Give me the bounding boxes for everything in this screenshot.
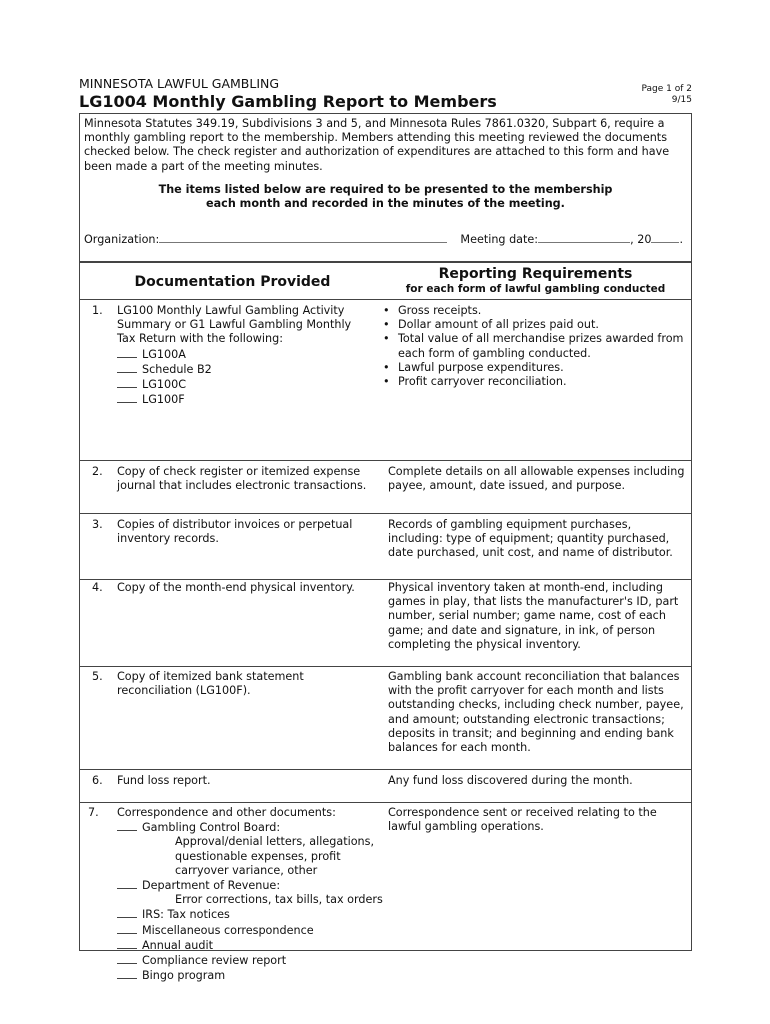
checklist-item[interactable] [88, 953, 388, 968]
doc-line: Correspondence and other documents: [117, 806, 336, 819]
requirements-subtitle: for each form of lawful gambling conducted [405, 283, 666, 295]
divider [80, 460, 691, 461]
bullet-text: Lawful purpose expenditures. [398, 360, 564, 374]
divider [80, 299, 691, 300]
row-documentation [92, 304, 382, 407]
checklist-label: Gambling Control Board: [142, 821, 281, 835]
required-notice [80, 183, 691, 211]
divider [80, 769, 691, 770]
check-blank[interactable] [117, 953, 137, 964]
divider [80, 579, 691, 580]
column-header-requirements [380, 265, 691, 296]
row-number: 6. [92, 774, 103, 787]
row-requirements: Records of gambling equipment purchases, including: type of equipment; quantity purchased, date purchased, unit cost, and name of distributor. [388, 518, 673, 560]
check-blank[interactable] [117, 377, 137, 388]
doc-line: Tax Return with the following: [117, 332, 283, 346]
year-suffix: . [679, 233, 684, 246]
checklist-label: Schedule B2 [142, 362, 212, 376]
page-number: Page 1 of 2 [641, 84, 692, 94]
row-documentation [92, 465, 382, 493]
bullet-text: Total value of all merchandise prizes awarded from each form of gambling conducted. [398, 332, 684, 360]
checklist-item[interactable] [88, 907, 388, 922]
check-blank[interactable] [117, 968, 137, 979]
row-documentation [92, 518, 382, 546]
check-blank[interactable] [117, 938, 137, 949]
bullet-icon: • [383, 304, 390, 317]
check-blank[interactable] [117, 907, 137, 918]
agency-name: MINNESOTA LAWFUL GAMBLING [79, 76, 280, 91]
checklist-item[interactable] [92, 392, 382, 407]
row-requirements: Physical inventory taken at month-end, including games in play, that lists the manufacturer's ID, part number, serial number; game name, cost of each game; and date and signature, in ink, of person completing the physical inventory. [388, 581, 679, 651]
bullet-item [380, 304, 688, 318]
bullet-text: Profit carryover reconciliation. [398, 375, 567, 389]
check-blank[interactable] [117, 923, 137, 934]
checklist-item[interactable] [88, 968, 388, 983]
doc-line: Copy of itemized bank statement [117, 670, 304, 683]
bullet-icon: • [383, 332, 390, 346]
row-requirements: Complete details on all allowable expenses including payee, amount, date issued, and purpose. [388, 465, 685, 493]
bullet-icon: • [383, 318, 390, 332]
row-number: 1. [92, 304, 103, 317]
checklist-item[interactable] [88, 878, 388, 893]
doc-line: Copy of the month-end physical inventory. [117, 581, 355, 594]
doc-line: Summary or G1 Lawful Gambling Monthly [117, 318, 352, 332]
doc-line: Copies of distributor invoices or perpetual [117, 518, 353, 531]
form-revision: 9/15 [671, 95, 692, 105]
row-documentation [92, 581, 382, 595]
row-documentation [92, 670, 382, 698]
bullet-item [380, 318, 688, 332]
doc-line: inventory records. [117, 532, 219, 546]
checklist-item[interactable] [88, 938, 388, 953]
row-number: 7. [88, 806, 99, 819]
organization-label: Organization: [84, 233, 160, 246]
checklist-label: Department of Revenue: [142, 879, 281, 893]
checklist-detail: Error corrections, tax bills, tax orders [175, 893, 383, 907]
divider [80, 666, 691, 667]
year-field[interactable] [651, 231, 679, 243]
check-blank[interactable] [117, 392, 137, 403]
row-requirements [380, 304, 688, 389]
bullet-text: Dollar amount of all prizes paid out. [398, 318, 599, 332]
checklist-label: LG100A [142, 347, 186, 361]
doc-line: Copy of check register or itemized expense [117, 465, 361, 478]
doc-line: journal that includes electronic transactions. [117, 479, 367, 493]
doc-line: LG100 Monthly Lawful Gambling Activity [117, 304, 345, 317]
bullet-icon: • [383, 375, 390, 389]
bullet-item [380, 361, 688, 375]
required-notice-line1: The items listed below are required to be presented to the membership [158, 183, 613, 196]
checklist-label: LG100C [142, 378, 187, 392]
column-header-documentation: Documentation Provided [134, 274, 331, 290]
checklist-label: LG100F [142, 393, 185, 407]
intro-paragraph: Minnesota Statutes 349.19, Subdivisions 3 and 5, and Minnesota Rules 7861.0320, Subpart 6, require a monthly gambling report to the membership. Members attending this meeting reviewed the documents checked below. The check register and authorization of expenditures are attached to this form and have been made a part of the meeting minutes. [84, 117, 670, 173]
bullet-item [380, 332, 688, 360]
checklist-item[interactable] [88, 820, 388, 835]
check-blank[interactable] [117, 878, 137, 889]
row-documentation [92, 774, 382, 788]
row-number: 5. [92, 670, 103, 683]
checklist-label: IRS: Tax notices [142, 908, 230, 922]
checklist-detail: carryover variance, other [175, 863, 318, 877]
checklist-label: Compliance review report [142, 954, 287, 968]
divider [80, 802, 691, 803]
checklist-item[interactable] [92, 377, 382, 392]
checklist-detail: Approval/denial letters, allegations, [175, 835, 375, 849]
checklist-item[interactable] [88, 923, 388, 938]
check-blank[interactable] [117, 347, 137, 358]
checklist-label: Miscellaneous correspondence [142, 923, 314, 937]
checklist-label: Bingo program [142, 969, 226, 983]
doc-line: Fund loss report. [117, 774, 211, 787]
year-prefix: , 20 [630, 233, 652, 246]
check-blank[interactable] [117, 362, 137, 373]
required-notice-line2: each month and recorded in the minutes of the meeting. [206, 197, 565, 211]
organization-field[interactable] [159, 231, 447, 243]
checklist-label: Annual audit [142, 938, 213, 952]
requirements-title: Reporting Requirements [438, 266, 633, 282]
divider [80, 261, 691, 263]
doc-line: reconciliation (LG100F). [117, 684, 251, 698]
checklist-item[interactable] [92, 362, 382, 377]
row-number: 3. [92, 518, 103, 531]
meeting-date-label: Meeting date: [460, 233, 539, 246]
checklist-item[interactable] [92, 347, 382, 362]
bullet-icon: • [383, 360, 390, 374]
bullet-text: Gross receipts. [398, 304, 482, 317]
form-page [79, 76, 692, 983]
row-requirements: Gambling bank account reconciliation that balances with the profit carryover for each month and lists outstanding checks, including check number, payee, and amount; outstanding electronic transactions; deposits in transit; and beginning and ending bank balances for each month. [388, 670, 684, 755]
organization-row [84, 231, 687, 247]
form-title: LG1004 Monthly Gambling Report to Members [79, 92, 497, 111]
meeting-date-field[interactable] [538, 231, 630, 243]
row-requirements: Any fund loss discovered during the month. [388, 774, 633, 787]
bullet-item [380, 375, 688, 389]
row-requirements: Correspondence sent or received relating to the lawful gambling operations. [388, 806, 657, 834]
check-blank[interactable] [117, 820, 137, 831]
form-body [79, 113, 692, 983]
divider [80, 513, 691, 514]
row-documentation [88, 806, 388, 983]
row-number: 2. [92, 465, 103, 478]
checklist-detail: questionable expenses, profit [175, 849, 341, 863]
row-number: 4. [92, 581, 103, 594]
page-info [642, 84, 693, 106]
